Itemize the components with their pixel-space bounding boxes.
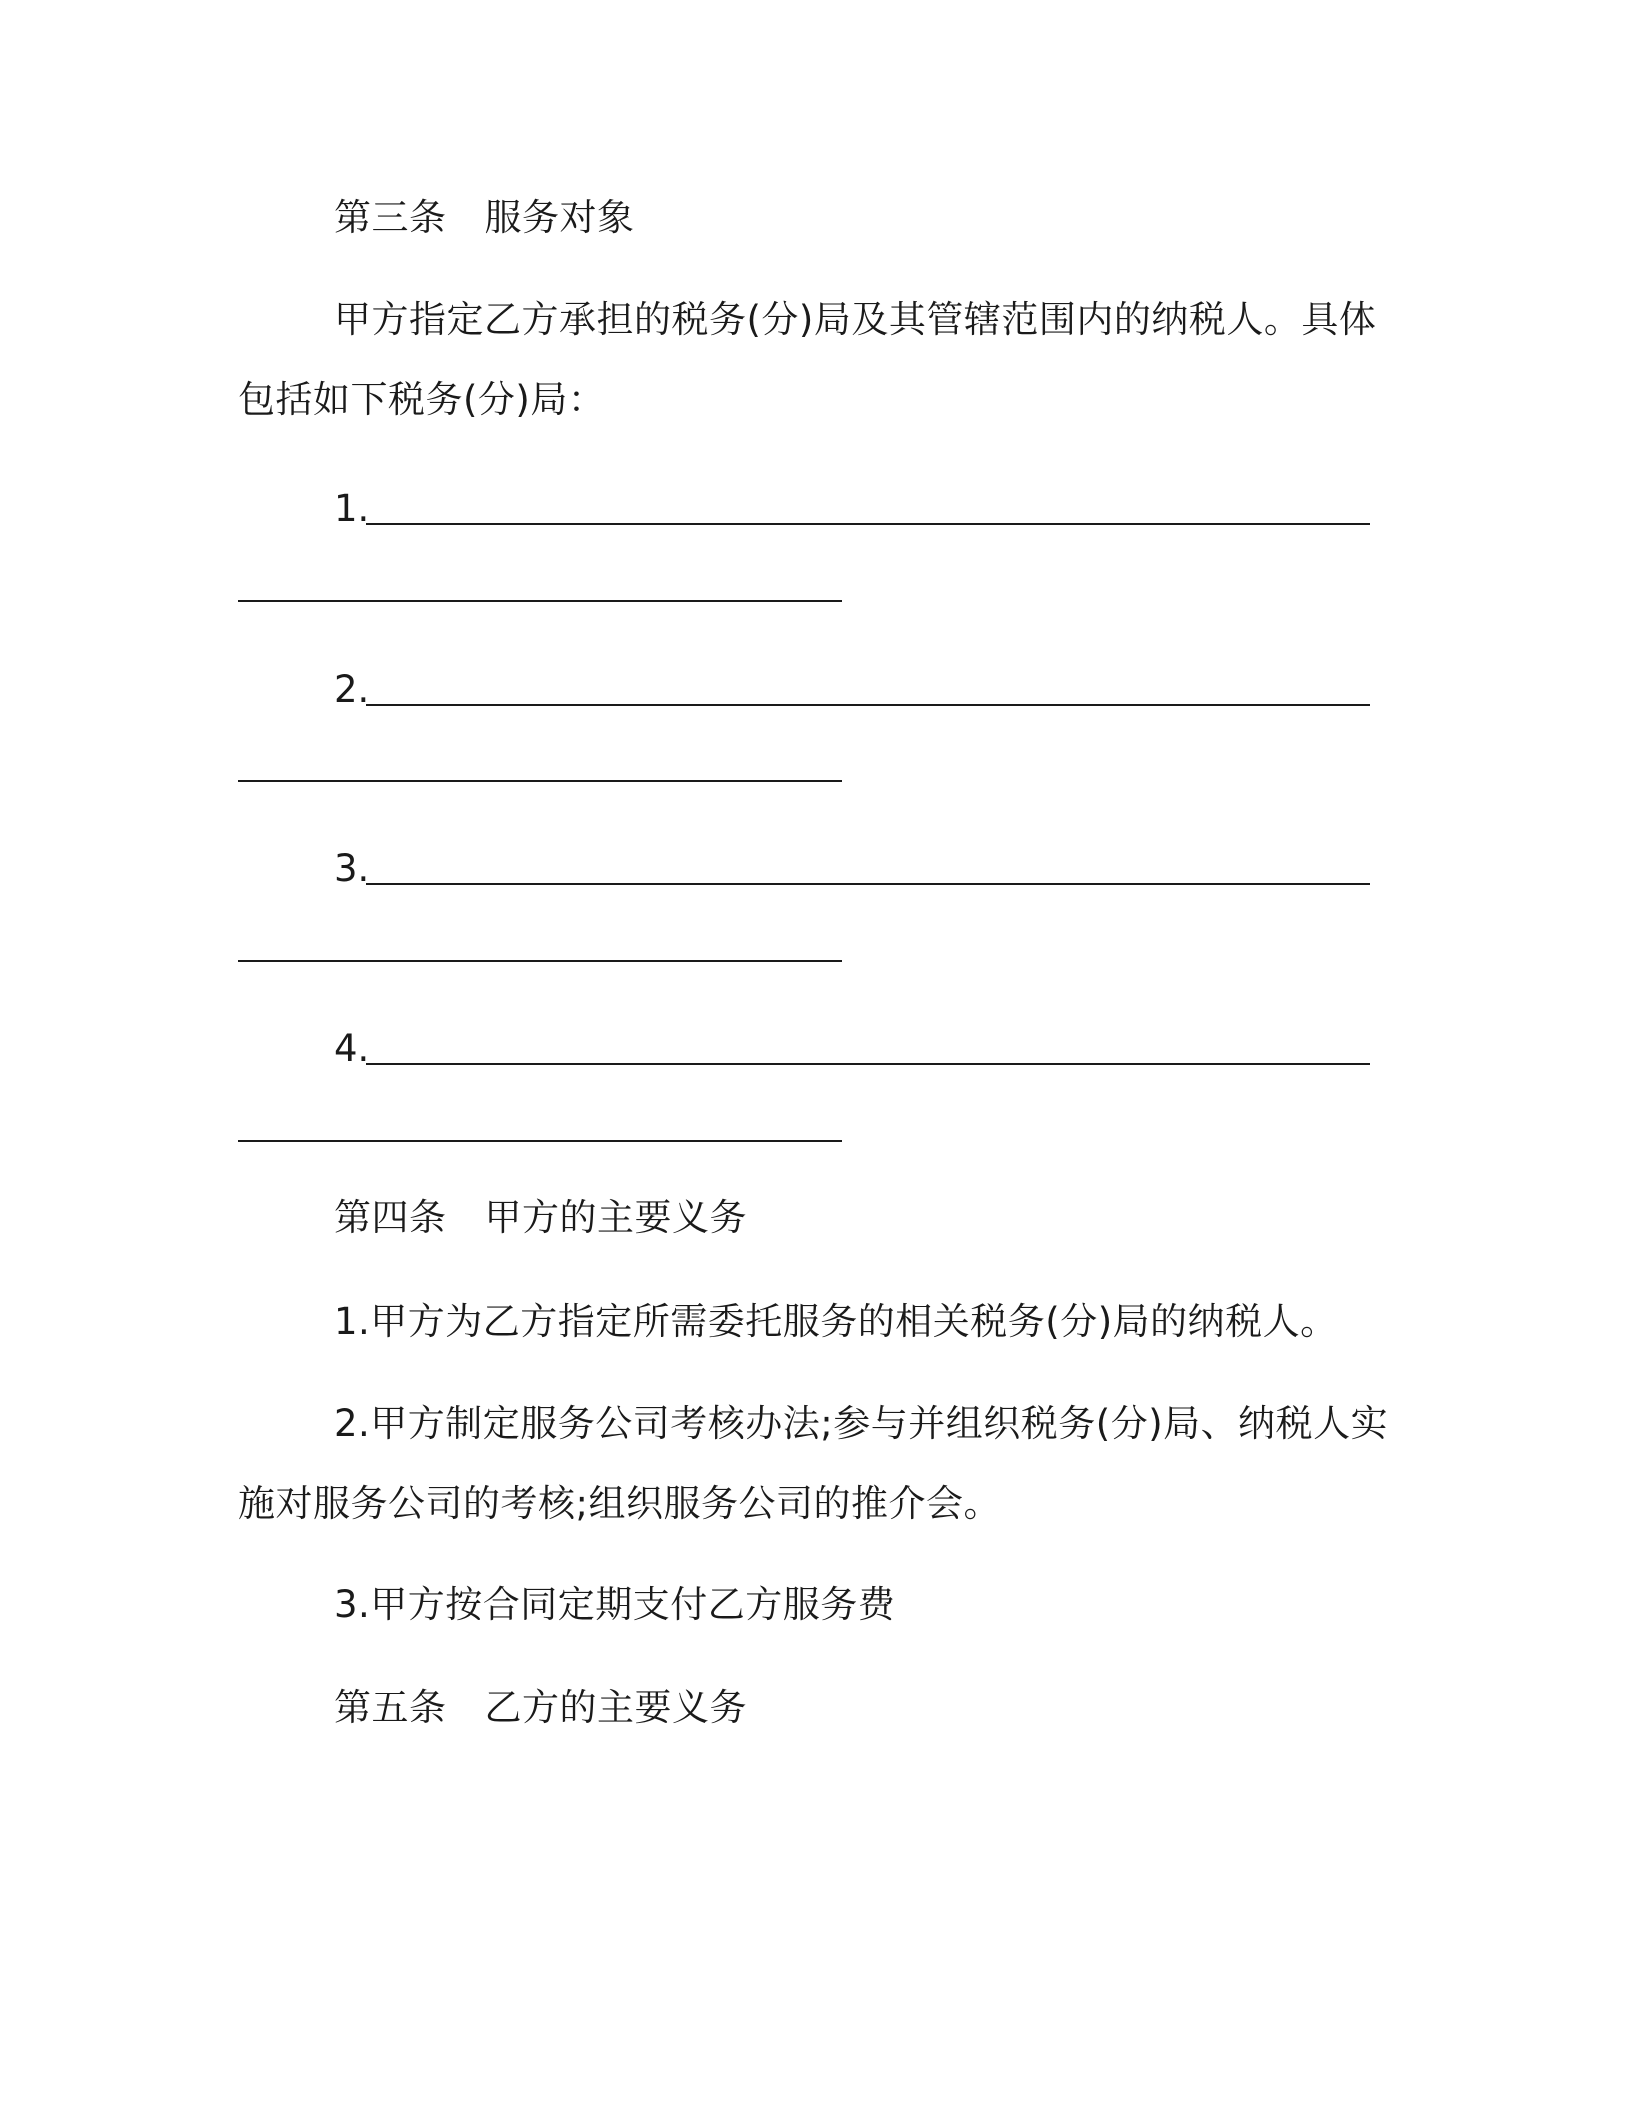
article-4-item-2-line-1: 2.甲方制定服务公司考核办法;参与并组织税务(分)局、纳税人实 [334,1402,1389,1445]
article-4-number: 第四条 [334,1196,447,1239]
blank-field-2-continuation [238,780,842,782]
article-4-item-3: 3.甲方按合同定期支付乙方服务费 [334,1583,896,1626]
blank-underline [366,1063,1370,1065]
blank-underline [366,883,1370,885]
article-4-heading [334,1194,747,1242]
article-3-paragraph-line-2: 包括如下税务(分)局： [238,378,606,421]
article-4-item-2-line-2: 施对服务公司的考核;组织服务公司的推介会。 [238,1482,1001,1525]
blank-field-3 [334,845,1370,893]
article-5-heading [334,1684,747,1732]
blank-field-label: 1. [334,487,370,530]
article-3-number: 第三条 [334,196,447,239]
blank-field-4 [334,1025,1370,1073]
blank-field-1-continuation [238,600,842,602]
article-3-title: 服务对象 [484,196,635,239]
blank-field-label: 2. [334,668,370,711]
blank-field-3-continuation [238,960,842,962]
article-5-title: 乙方的主要义务 [484,1686,747,1729]
article-4-item-1: 1.甲方为乙方指定所需委托服务的相关税务(分)局的纳税人。 [334,1300,1338,1343]
blank-field-4-continuation [238,1140,842,1142]
blank-underline [366,523,1370,525]
blank-field-2 [334,666,1370,714]
article-4-title: 甲方的主要义务 [484,1196,747,1239]
blank-underline [366,704,1370,706]
blank-field-1 [334,485,1370,533]
blank-field-label: 3. [334,847,370,890]
blank-field-label: 4. [334,1027,370,1070]
article-5-number: 第五条 [334,1686,447,1729]
article-3-paragraph-line-1: 甲方指定乙方承担的税务(分)局及其管辖范围内的纳税人。具体 [334,298,1377,341]
article-3-heading [334,194,635,242]
